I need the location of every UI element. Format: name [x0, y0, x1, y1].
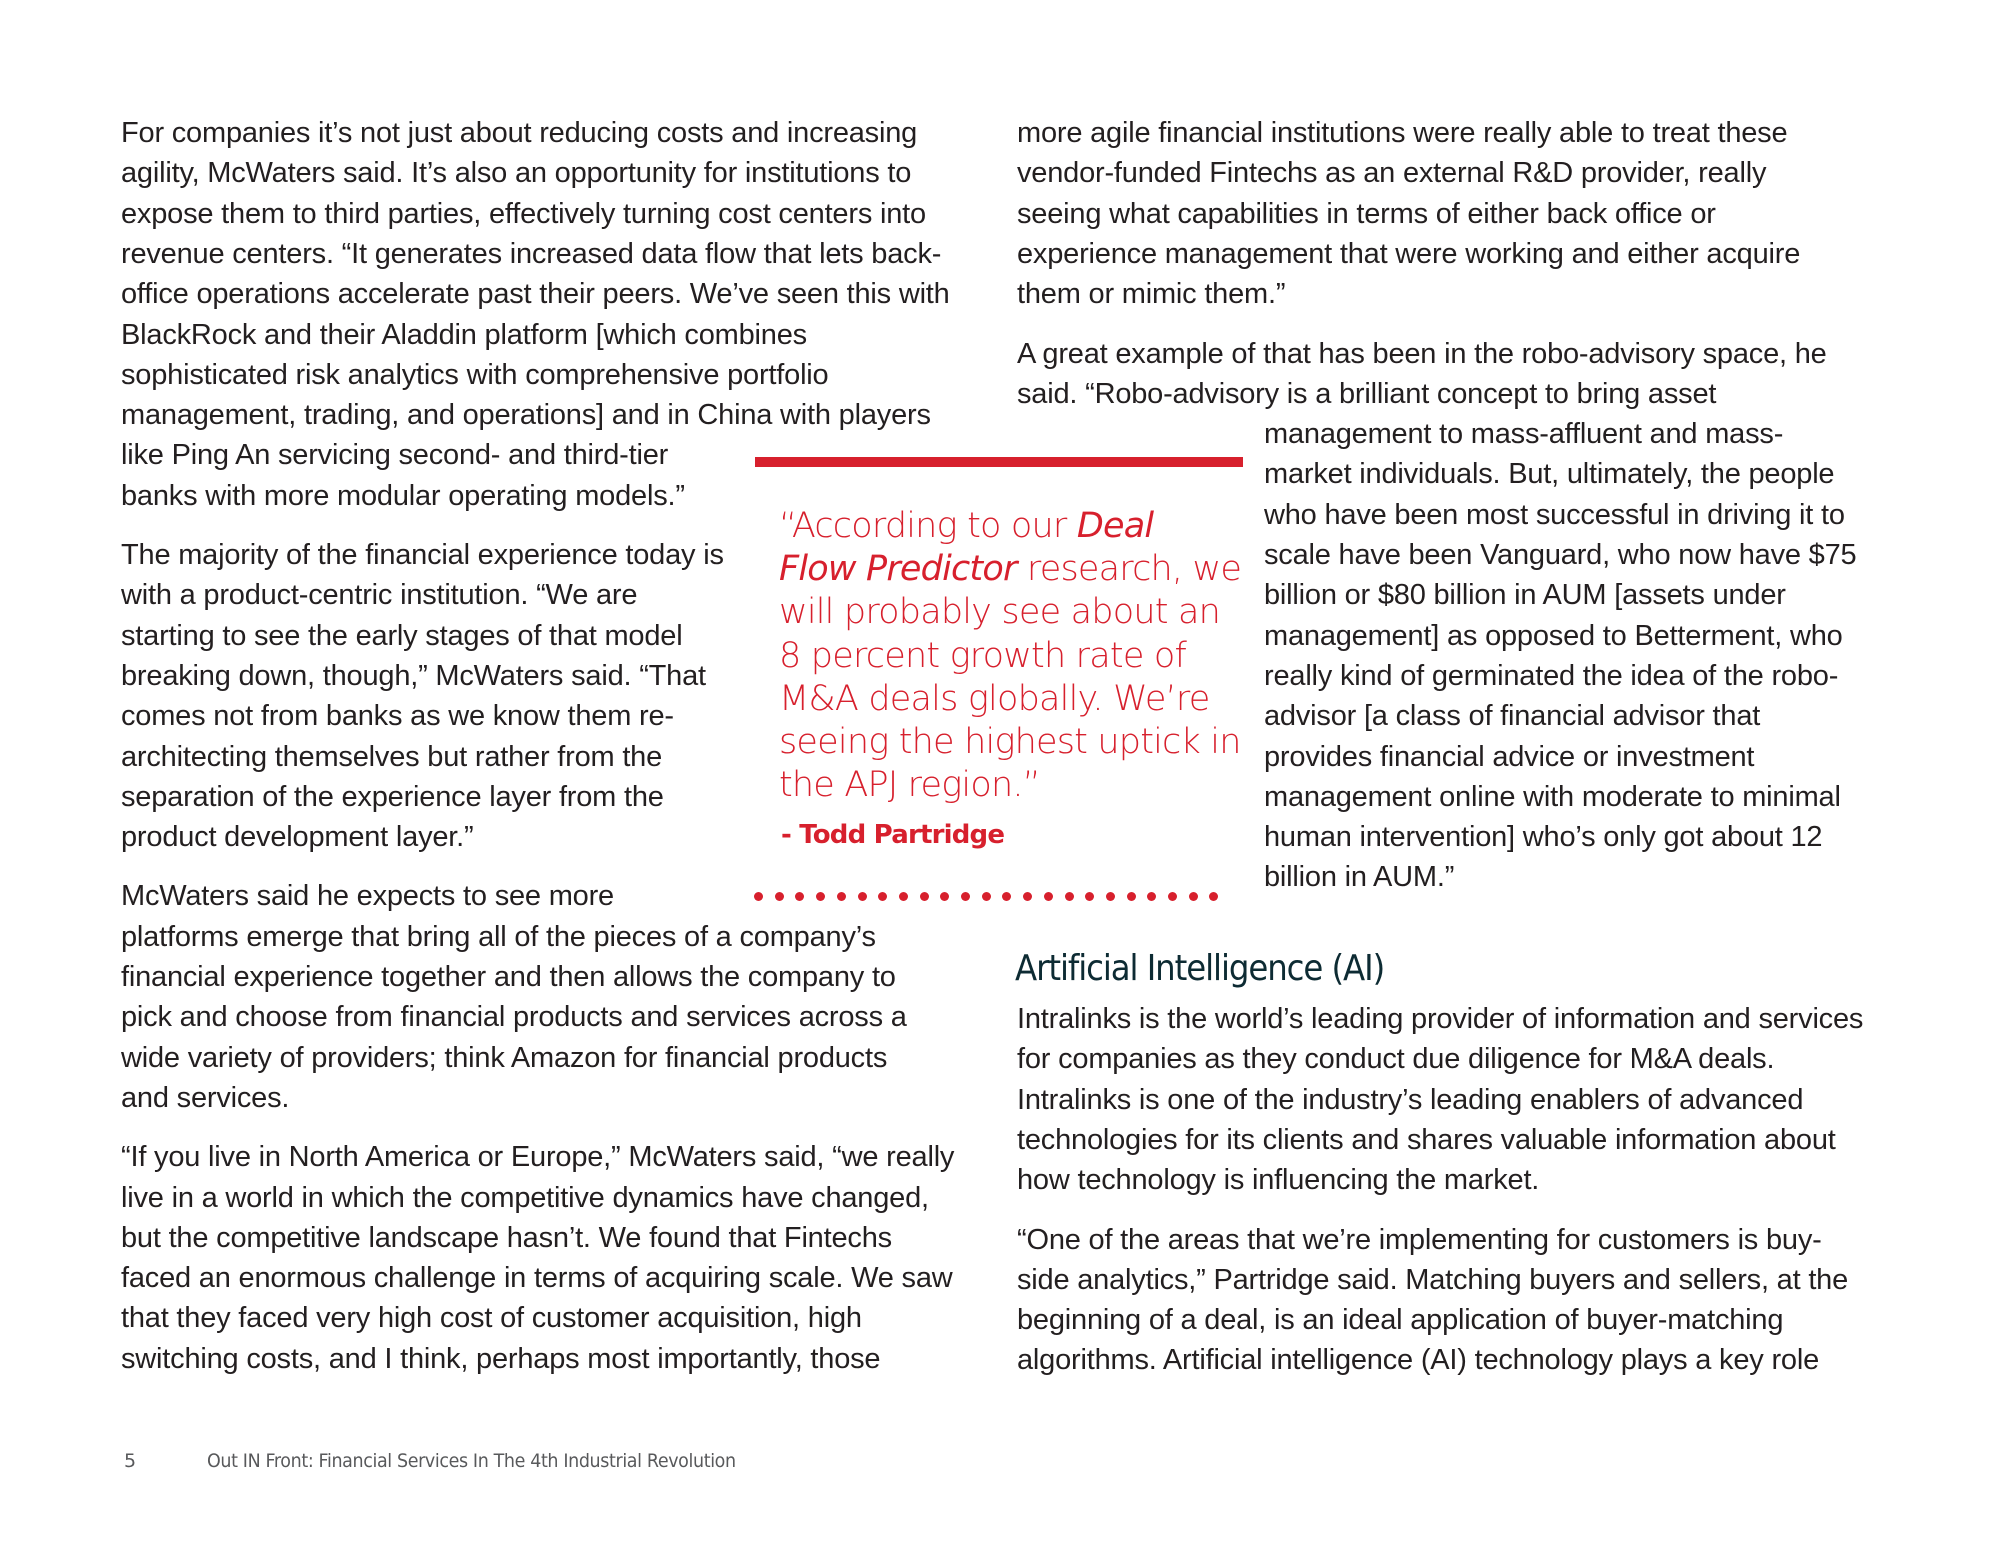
body-text-line: management] as opposed to Betterment, who — [1264, 619, 1843, 652]
rule-dot — [1106, 892, 1115, 901]
pull-quote-text: “According to our — [779, 506, 1077, 546]
body-text-line: breaking down, though,” McWaters said. “That — [121, 659, 706, 692]
section-text-line: technologies for its clients and shares valuable information about — [1017, 1123, 1836, 1156]
section-text-line: beginning of a deal, is an ideal application of buyer-matching — [1017, 1304, 1784, 1337]
body-text-line: The majority of the financial experience today is — [121, 539, 724, 571]
rule-dot — [795, 892, 804, 901]
body-text-line: experience management that were working and either acquire — [1017, 237, 1801, 270]
body-text-line: advisor [a class of financial advisor that — [1264, 700, 1761, 733]
section-text-line: Intralinks is the world’s leading provider of information and services — [1017, 1003, 1864, 1035]
body-text-line: agility, McWaters said. It’s also an opportunity for institutions to — [121, 157, 912, 190]
pull-quote-line — [779, 764, 1040, 807]
pull-quote-top-rule — [755, 457, 1243, 467]
rule-dot — [1023, 892, 1032, 901]
body-text-line: who have been most successful in driving it to — [1264, 498, 1845, 531]
body-text-line: said. “Robo-advisory is a brilliant concept to bring asset — [1017, 377, 1717, 410]
body-text-line: McWaters said he expects to see more — [121, 880, 614, 913]
body-text-line: more agile financial institutions were really able to treat these — [1017, 117, 1788, 149]
pull-quote-line — [779, 678, 1209, 721]
rule-dot — [754, 892, 763, 901]
rule-dot — [1085, 892, 1094, 901]
body-text-line: like Ping An servicing second- and third-tier — [121, 439, 669, 472]
pull-quote-text: research, we — [1016, 549, 1242, 590]
pull-quote-text: will probably see about an — [779, 592, 1220, 633]
rule-dot — [899, 892, 908, 901]
pull-quote-attribution: - Todd Partridge — [781, 820, 1005, 850]
body-text-line: billion in AUM.” — [1264, 861, 1455, 894]
body-text-line: them or mimic them.” — [1017, 278, 1286, 311]
pull-quote-line — [779, 635, 1186, 678]
body-text-line: faced an enormous challenge in terms of acquiring scale. We saw — [121, 1262, 953, 1295]
body-text-line: BlackRock and their Aladdin platform [which combines — [121, 318, 807, 351]
body-text-line: with a product-centric institution. “We are — [121, 579, 638, 612]
rule-dot — [1002, 892, 1011, 901]
footer-title: Out IN Front: Financial Services In The 4th Industrial Revolution — [207, 1450, 736, 1472]
body-text-line: scale have been Vanguard, who now have $75 — [1264, 539, 1857, 571]
body-text-line: expose them to third parties, effectively turning cost centers into — [121, 197, 926, 230]
body-text-line: market individuals. But, ultimately, the people — [1264, 458, 1835, 491]
section-heading: Artificial Intelligence (AI) — [1015, 948, 1385, 989]
body-text-line: management, trading, and operations] and in China with players — [121, 399, 931, 432]
body-text-line: live in a world in which the competitive dynamics have changed, — [121, 1181, 929, 1214]
section-text-line: for companies as they conduct due diligence for M&A deals. — [1017, 1043, 1775, 1076]
body-text-line: management to mass-affluent and mass- — [1264, 418, 1784, 451]
section-text-line: “One of the areas that we’re implementing for customers is buy- — [1017, 1223, 1822, 1256]
body-text-line: that they faced very high cost of customer acquisition, high — [121, 1302, 862, 1335]
body-text-line: separation of the experience layer from the — [121, 780, 664, 813]
section-text-line: Intralinks is one of the industry’s leading enablers of advanced — [1017, 1083, 1804, 1116]
rule-dot — [837, 892, 846, 901]
rule-dot — [1147, 892, 1156, 901]
body-text-line: platforms emerge that bring all of the pieces of a company’s — [121, 920, 876, 953]
rule-dot — [858, 892, 867, 901]
section-text-line: how technology is influencing the market. — [1017, 1164, 1540, 1197]
pull-quote-line — [779, 505, 1153, 548]
body-text-line: revenue centers. “It generates increased data flow that lets back- — [121, 237, 942, 270]
body-text-line: seeing what capabilities in terms of either back office or — [1017, 197, 1716, 230]
section-text-line: algorithms. Artificial intelligence (AI) technology plays a key role — [1017, 1344, 1819, 1377]
pull-quote-text: the APJ region.” — [779, 765, 1040, 806]
body-text-line: “If you live in North America or Europe,” McWaters said, “we really — [121, 1141, 955, 1174]
rule-dot — [1044, 892, 1053, 901]
body-text-line: switching costs, and I think, perhaps most importantly, those — [121, 1342, 881, 1375]
body-text-line: and services. — [121, 1081, 290, 1114]
rule-dot — [1065, 892, 1074, 901]
rule-dot — [775, 892, 784, 901]
body-text-line: provides financial advice or investment — [1264, 740, 1755, 773]
body-text-line: vendor-funded Fintechs as an external R&D provider, really — [1017, 157, 1767, 190]
pull-quote-line — [779, 721, 1241, 764]
body-text-line: banks with more modular operating models.” — [121, 479, 685, 512]
pull-quote-line — [779, 548, 1241, 591]
body-text-line: office operations accelerate past their peers. We’ve seen this with — [121, 278, 950, 311]
body-text-line: architecting themselves but rather from the — [121, 740, 663, 773]
body-text-line: A great example of that has been in the robo-advisory space, he — [1017, 337, 1827, 370]
body-text-line: starting to see the early stages of that model — [121, 619, 683, 652]
pull-quote-emphasis: Deal — [1076, 506, 1154, 546]
body-text-line: financial experience together and then allows the company to — [121, 961, 896, 993]
pull-quote-emphasis: Flow Predictor — [779, 549, 1017, 590]
pull-quote-text: seeing the highest uptick in — [779, 722, 1241, 762]
rule-dot — [1189, 892, 1198, 901]
body-text-line: billion or $80 billion in AUM [assets under — [1264, 579, 1786, 612]
body-text-line: really kind of germinated the idea of the robo- — [1264, 659, 1839, 692]
rule-dot — [816, 892, 825, 901]
body-text-line: human intervention] who’s only got about 12 — [1264, 821, 1823, 854]
body-text-line: sophisticated risk analytics with comprehensive portfolio — [121, 358, 829, 391]
pull-quote-dotted-rule — [752, 892, 1232, 904]
rule-dot — [1127, 892, 1136, 901]
rule-dot — [878, 892, 887, 901]
pull-quote-text: M&A deals globally. We’re — [779, 678, 1210, 719]
body-text-line: product development layer.” — [121, 821, 474, 854]
rule-dot — [1209, 892, 1218, 901]
body-text-line: For companies it’s not just about reducing costs and increasing — [121, 117, 918, 149]
body-text-line: management online with moderate to minimal — [1264, 780, 1841, 813]
body-text-line: comes not from banks as we know them re- — [121, 700, 674, 733]
rule-dot — [982, 892, 991, 901]
body-text-line: wide variety of providers; think Amazon for financial products — [121, 1041, 888, 1074]
pull-quote-text: 8 percent growth rate of — [779, 635, 1187, 676]
rule-dot — [961, 892, 970, 901]
rule-dot — [920, 892, 929, 901]
body-text-line: but the competitive landscape hasn’t. We found that Fintechs — [121, 1221, 892, 1254]
body-text-line: pick and choose from financial products and services across a — [121, 1001, 907, 1034]
rule-dot — [940, 892, 949, 901]
section-text-line: side analytics,” Partridge said. Matching buyers and sellers, at the — [1017, 1263, 1849, 1296]
rule-dot — [1168, 892, 1177, 901]
page-number: 5 — [124, 1450, 137, 1472]
pull-quote-line — [779, 591, 1220, 634]
